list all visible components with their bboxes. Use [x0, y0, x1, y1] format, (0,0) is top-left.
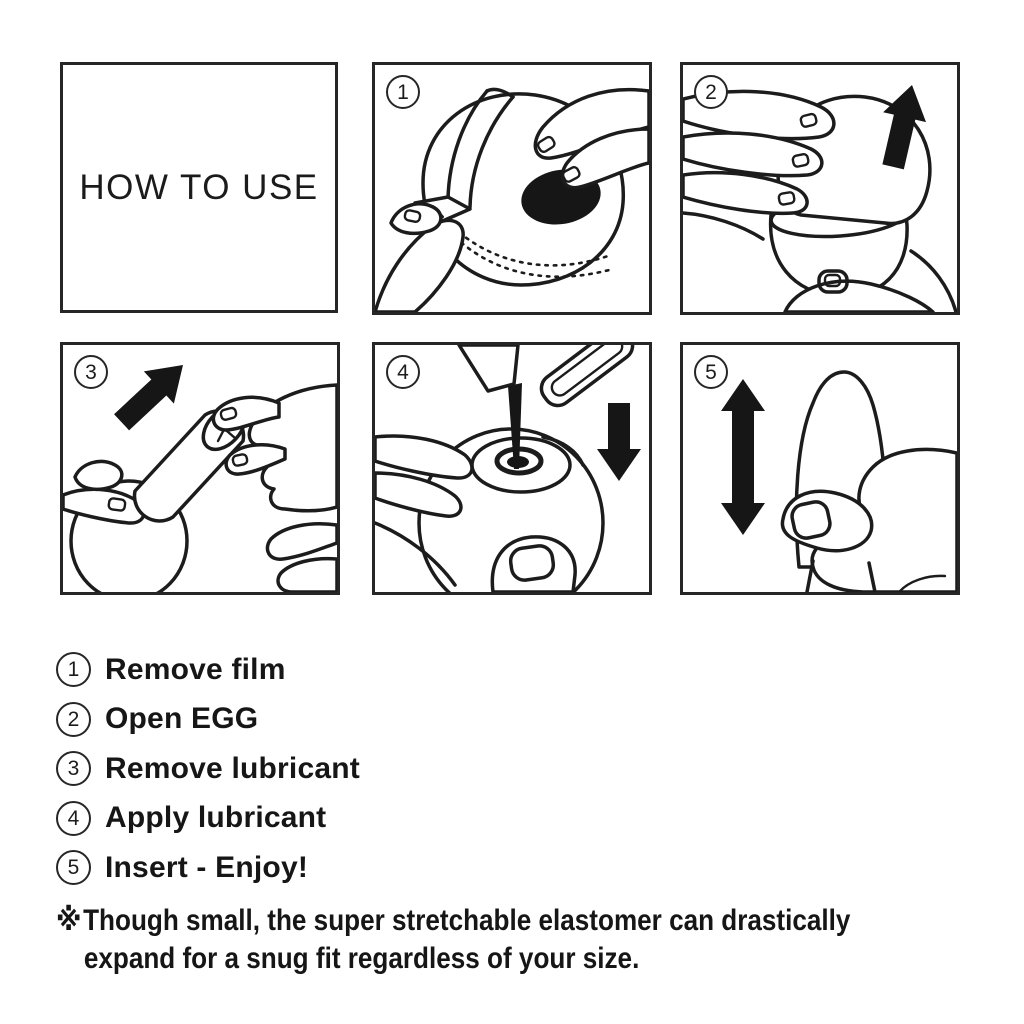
reference-mark: ※	[56, 904, 82, 937]
instruction-step	[56, 695, 360, 745]
page-title: HOW TO USE	[79, 167, 319, 207]
step-label: Insert - Enjoy!	[105, 850, 309, 884]
fingertip	[391, 204, 441, 234]
lubricant-pouch	[459, 345, 518, 391]
step-label: Remove lubricant	[105, 751, 360, 785]
footnote-line-1	[56, 902, 850, 940]
fingertip	[75, 461, 122, 489]
finger	[375, 436, 472, 478]
panel-number-3: 3	[74, 355, 108, 389]
footnote	[56, 902, 850, 978]
instruction-list	[56, 645, 360, 893]
step-panel-2	[680, 62, 960, 315]
panel-number-2: 2	[694, 75, 728, 109]
instruction-step	[56, 794, 360, 844]
panel-number-4: 4	[386, 355, 420, 389]
finger	[278, 559, 337, 592]
step-label: Apply lubricant	[105, 801, 327, 835]
footnote-text-1: Though small, the super stretchable elastomer can drastically	[83, 904, 851, 937]
instruction-step	[56, 645, 360, 695]
step-label: Open EGG	[105, 702, 259, 736]
lubricant-sachet	[536, 345, 638, 411]
down-arrow-icon	[597, 403, 641, 481]
step-label: Remove film	[105, 652, 286, 686]
palm-edge	[683, 213, 763, 239]
step-panel-1	[372, 62, 652, 315]
step-panel-4	[372, 342, 652, 595]
footnote-text-2: expand for a snug fit regardless of your size.	[83, 942, 640, 975]
up-right-arrow-icon	[107, 349, 198, 438]
panel-number-5: 5	[694, 355, 728, 389]
step-panel-3	[60, 342, 340, 595]
up-down-arrow-icon	[721, 379, 765, 535]
step-number-badge: 1	[56, 652, 91, 687]
step-number-badge: 3	[56, 751, 91, 786]
instruction-step	[56, 843, 360, 893]
step-number-badge: 2	[56, 702, 91, 737]
panel-number-1: 1	[386, 75, 420, 109]
finger	[267, 524, 337, 559]
step-number-badge: 4	[56, 801, 91, 836]
step-panel-5	[680, 342, 960, 595]
step-number-badge: 5	[56, 850, 91, 885]
title-panel	[60, 62, 338, 313]
instruction-step	[56, 744, 360, 794]
